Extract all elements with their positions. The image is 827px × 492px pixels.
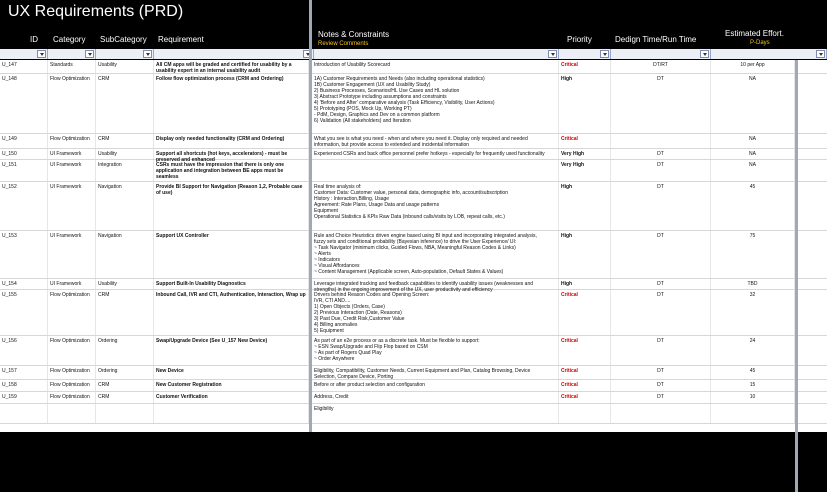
- header-notes[interactable]: Notes & Constraints Review Comments: [314, 28, 559, 48]
- cell-id[interactable]: U_152: [0, 182, 48, 230]
- cell-id[interactable]: U_150: [0, 149, 48, 159]
- cell-category[interactable]: UI Framework: [48, 279, 96, 289]
- cell-notes[interactable]: [312, 134, 559, 148]
- cell-category[interactable]: UI Framework: [48, 160, 96, 181]
- requirements-table: [0, 60, 827, 432]
- cell-requirement[interactable]: Display only needed functionality (CRM and Ordering): [154, 134, 309, 148]
- note-line: Drivers behind Reason Codes and Opening Screen:: [314, 292, 430, 298]
- cell-design-time[interactable]: DT: [611, 290, 711, 335]
- cell-priority[interactable]: High: [559, 279, 611, 289]
- cell-design-time[interactable]: DT: [611, 74, 711, 133]
- cell-priority[interactable]: Critical: [559, 366, 611, 379]
- note-line: Eligibility, Compatibility, Customer Needs, Current Equipment and Plan, Catalog Browsing, Device: [314, 368, 531, 374]
- note-line: 2) Business Processes, Scenarios/HL Use Cases and HL solution: [314, 88, 460, 94]
- cell-subcategory[interactable]: CRM: [96, 290, 154, 335]
- note-line: IVR, CTI AND....: [314, 298, 351, 304]
- cell-effort[interactable]: NA: [711, 160, 795, 181]
- cell-category[interactable]: Flow Optimization: [48, 366, 96, 379]
- cell-design-time[interactable]: DT: [611, 380, 711, 391]
- filter-dropdown-icon[interactable]: [548, 50, 557, 58]
- cell-design-time[interactable]: [611, 134, 711, 148]
- table-row[interactable]: [0, 392, 827, 404]
- cell-id[interactable]: U_151: [0, 160, 48, 181]
- table-row[interactable]: [0, 336, 827, 366]
- filter-effort[interactable]: [711, 49, 827, 59]
- cell-requirement[interactable]: Support Built-In Usability Diagnostics: [154, 279, 309, 289]
- filter-design-time[interactable]: [611, 49, 711, 59]
- note-line: 3) Abstract Prototype including assumptions and constraints: [314, 94, 447, 100]
- filter-subcategory[interactable]: [96, 49, 154, 59]
- filter-dropdown-icon[interactable]: [85, 50, 94, 58]
- cell-category[interactable]: Flow Optimization: [48, 134, 96, 148]
- note-line: 1A) Customer Requirements and Needs (also including operational statistics): [314, 76, 485, 82]
- note-line: fuzzy sets and conditional probability (Bayesian inference) to drive the User Experience/ UI:: [314, 239, 517, 245]
- cell-category[interactable]: Standards: [48, 60, 96, 73]
- cell-effort[interactable]: 10 per App: [711, 60, 795, 73]
- note-line: Customer Data: Customer value, personal data, demographic info, account/subscription: [314, 190, 508, 196]
- note-line: As part of an e2e process or as a discrete task. Must be flexible to support:: [314, 338, 480, 344]
- cell-priority[interactable]: High: [559, 182, 611, 230]
- table-row[interactable]: [0, 160, 827, 182]
- note-line: ~ As part of Rogers Quad Play: [314, 350, 382, 356]
- cell-requirement[interactable]: Provide BI Support for Navigation (Reason 1,2, Probable case of use): [154, 182, 309, 230]
- cell-subcategory[interactable]: Usability: [96, 60, 154, 73]
- note-line: Rule and Choice Heuristics driven engine based using BI input and incorporating integrated analysis,: [314, 233, 537, 239]
- cell-subcategory[interactable]: Ordering: [96, 336, 154, 365]
- note-line: strengths) in the ongoing improvement of the UX, user productivity and efficiency: [314, 287, 493, 293]
- cell-design-time[interactable]: DT: [611, 182, 711, 230]
- cell-category[interactable]: UI Framework: [48, 182, 96, 230]
- cell-priority[interactable]: Very High: [559, 160, 611, 181]
- cell-category[interactable]: Flow Optimization: [48, 392, 96, 403]
- cell-category[interactable]: UI Framework: [48, 149, 96, 159]
- cell-effort[interactable]: 10: [711, 392, 795, 403]
- cell-requirement[interactable]: New Device: [154, 366, 309, 379]
- cell-design-time[interactable]: DT: [611, 231, 711, 278]
- cell-design-time[interactable]: DT: [611, 336, 711, 365]
- note-line: History : Interaction,Billing, Usage: [314, 196, 390, 202]
- cell-notes[interactable]: [312, 149, 559, 159]
- note-line: Equipment: [314, 208, 338, 214]
- cell-design-time[interactable]: DT: [611, 160, 711, 181]
- cell-category[interactable]: [48, 404, 96, 423]
- note-line: 5) Prototyping (POS, Mock Up, Working PT): [314, 106, 412, 112]
- note-line: information, but provide access to extended and incidental information: [314, 142, 470, 148]
- table-row[interactable]: [0, 231, 827, 279]
- note-line: ~ Task Navigator (minimum clicks, Guided Flows, NBA, Meaningful Reason Codes & Links): [314, 245, 516, 251]
- filter-dropdown-icon[interactable]: [816, 50, 825, 58]
- note-line: Leverage integrated tracking and feedback capabilities to identify usability issues (weaknesses and: [314, 281, 534, 287]
- filter-requirement[interactable]: [154, 49, 314, 59]
- table-row[interactable]: [0, 279, 827, 293]
- cell-category[interactable]: Flow Optimization: [48, 336, 96, 365]
- header-notes-sub: Review Comments: [318, 41, 369, 47]
- note-line: Introduction of Usability Scorecard: [314, 62, 391, 68]
- header-priority[interactable]: Priority: [559, 28, 611, 48]
- table-row[interactable]: [0, 134, 827, 149]
- cell-requirement[interactable]: Customer Verification: [154, 392, 309, 403]
- cell-priority[interactable]: Critical: [559, 134, 611, 148]
- cell-id[interactable]: U_153: [0, 231, 48, 278]
- cell-category[interactable]: Flow Optimization: [48, 74, 96, 133]
- cell-subcategory[interactable]: Usability: [96, 149, 154, 159]
- cell-effort[interactable]: NA: [711, 74, 795, 133]
- filter-dropdown-icon[interactable]: [37, 50, 46, 58]
- filter-dropdown-icon[interactable]: [600, 50, 609, 58]
- title-bar: [0, 0, 827, 28]
- cell-requirement[interactable]: Support UX Controller: [154, 231, 309, 278]
- cell-notes[interactable]: [312, 366, 559, 379]
- cell-id[interactable]: U_158: [0, 380, 48, 391]
- note-line: ~ Content Management (Applicable screen, Auto-population, Default States & Values): [314, 269, 504, 275]
- note-line: ~ Alerts: [314, 251, 331, 257]
- note-line: Before or after product selection and configuration: [314, 382, 425, 388]
- cell-subcategory[interactable]: CRM: [96, 74, 154, 133]
- note-line: 1B) Customer Engagement (UX and Usability Study): [314, 82, 431, 88]
- cell-effort[interactable]: NA: [711, 134, 795, 148]
- cell-notes[interactable]: [312, 336, 559, 365]
- cell-notes[interactable]: [312, 74, 559, 133]
- cell-notes[interactable]: [312, 392, 559, 403]
- note-line: Selection, Compare Device, Porting: [314, 374, 394, 380]
- cell-effort[interactable]: 24: [711, 336, 795, 365]
- table-row[interactable]: [0, 380, 827, 392]
- cell-requirement[interactable]: Swap/Upgrade Device (See U_157 New Device): [154, 336, 309, 365]
- cell-id[interactable]: U_149: [0, 134, 48, 148]
- cell-notes[interactable]: [312, 279, 559, 293]
- cell-subcategory[interactable]: CRM: [96, 134, 154, 148]
- cell-notes[interactable]: [312, 60, 559, 73]
- table-row[interactable]: [0, 182, 827, 231]
- cell-design-time[interactable]: DT/RT: [611, 60, 711, 73]
- cell-requirement[interactable]: [154, 404, 309, 423]
- filter-id[interactable]: [0, 49, 48, 59]
- cell-requirement[interactable]: CSRs must have the impression that there is only one application and integration between BE apps must be seamless: [154, 160, 309, 181]
- cell-subcategory[interactable]: Usability: [96, 279, 154, 289]
- scroll-divider: [795, 60, 798, 492]
- cell-subcategory[interactable]: Integration: [96, 160, 154, 181]
- cell-priority[interactable]: High: [559, 231, 611, 278]
- frozen-pane-divider: [309, 0, 312, 432]
- filter-category[interactable]: [48, 49, 96, 59]
- sheet-title: UX Requirements (PRD): [8, 3, 184, 20]
- note-line: 5) Equipment: [314, 328, 344, 334]
- cell-id[interactable]: U_147: [0, 60, 48, 73]
- cell-priority[interactable]: Critical: [559, 290, 611, 335]
- table-row[interactable]: [0, 290, 827, 336]
- cell-priority[interactable]: Very High: [559, 149, 611, 159]
- note-line: 2) Previous Interaction (Date, Reasons): [314, 310, 402, 316]
- note-line: Experienced CSRs and back office personnel prefer hotkeys - especially for frequently used functionality: [314, 151, 545, 157]
- note-line: ~ Visual Affordances: [314, 263, 360, 269]
- cell-id[interactable]: U_155: [0, 290, 48, 335]
- cell-id[interactable]: U_157: [0, 366, 48, 379]
- cell-notes[interactable]: [312, 380, 559, 391]
- cell-notes[interactable]: [312, 160, 559, 181]
- filter-notes[interactable]: [314, 49, 559, 59]
- note-line: Operational Statistics & KPIs Raw Data (inbound calls/visits by LOB, repeat calls, etc.): [314, 214, 505, 220]
- cell-subcategory[interactable]: Navigation: [96, 231, 154, 278]
- cell-effort[interactable]: 75: [711, 231, 795, 278]
- cell-design-time[interactable]: [611, 404, 711, 423]
- filter-priority[interactable]: [559, 49, 611, 59]
- cell-requirement[interactable]: Inbound Call, IVR and CTI, Authentication, Interaction, Wrap up: [154, 290, 309, 335]
- cell-effort[interactable]: [711, 404, 795, 423]
- note-line: ~ ESN Swap/Upgrade and Flip Flop based on CSM: [314, 344, 428, 350]
- header-id[interactable]: ID: [0, 28, 48, 48]
- cell-priority[interactable]: High: [559, 74, 611, 133]
- cell-priority[interactable]: [559, 404, 611, 423]
- cell-id[interactable]: U_159: [0, 392, 48, 403]
- cell-id[interactable]: U_156: [0, 336, 48, 365]
- note-line: Agreement: Rate Plans, Usage Data and usage patterns: [314, 202, 440, 208]
- cell-design-time[interactable]: DT: [611, 149, 711, 159]
- note-line: 4) 'Before and After' comparative analysis (Task Efficiency, Visibility, User Actions): [314, 100, 495, 106]
- cell-design-time[interactable]: DT: [611, 279, 711, 289]
- note-line: 6) Validation (All stakeholders) and Iteration: [314, 118, 411, 124]
- cell-effort[interactable]: NA: [711, 149, 795, 159]
- table-row[interactable]: [0, 366, 827, 380]
- cell-requirement[interactable]: Support all shortcuts (hot keys, accelerators) - must be preserved and enhanced: [154, 149, 309, 159]
- cell-priority[interactable]: Critical: [559, 392, 611, 403]
- header-subcategory[interactable]: SubCategory: [96, 28, 154, 48]
- cell-effort[interactable]: 45: [711, 366, 795, 379]
- cell-id[interactable]: U_154: [0, 279, 48, 289]
- cell-subcategory[interactable]: Ordering: [96, 366, 154, 379]
- note-line: Eligibility: [314, 406, 334, 412]
- header-effort[interactable]: Estimated Effort. P-Days: [711, 28, 827, 48]
- note-line: 4) Billing anomalies: [314, 322, 358, 328]
- cell-category[interactable]: UI Framework: [48, 231, 96, 278]
- header-category[interactable]: Category: [48, 28, 96, 48]
- cell-subcategory[interactable]: CRM: [96, 380, 154, 391]
- cell-effort[interactable]: 15: [711, 380, 795, 391]
- cell-notes[interactable]: [312, 290, 559, 335]
- cell-subcategory[interactable]: Navigation: [96, 182, 154, 230]
- cell-notes[interactable]: [312, 231, 559, 278]
- cell-category[interactable]: Flow Optimization: [48, 290, 96, 335]
- cell-effort[interactable]: TBD: [711, 279, 795, 289]
- table-row[interactable]: [0, 404, 827, 424]
- cell-requirement[interactable]: All CM apps will be graded and certified for usability by a usability expert in an internal usability audit: [154, 60, 309, 73]
- cell-priority[interactable]: Critical: [559, 336, 611, 365]
- cell-notes[interactable]: [312, 404, 559, 423]
- table-row[interactable]: [0, 60, 827, 74]
- header-requirement[interactable]: Requirement: [154, 28, 314, 48]
- note-line: ~ Indicators: [314, 257, 340, 263]
- note-line: - PdM, Design, Graphics and Dev on a common platform: [314, 112, 440, 118]
- cell-subcategory[interactable]: [96, 404, 154, 423]
- cell-subcategory[interactable]: CRM: [96, 392, 154, 403]
- cell-design-time[interactable]: DT: [611, 366, 711, 379]
- cell-requirement[interactable]: Follow flow optimization process (CRM and Ordering): [154, 74, 309, 133]
- table-row[interactable]: [0, 149, 827, 163]
- cell-effort[interactable]: 32: [711, 290, 795, 335]
- cell-id[interactable]: [0, 404, 48, 423]
- note-line: What you see is what you need - when and where you need it. Display only required and needed: [314, 136, 528, 142]
- table-row[interactable]: [0, 74, 827, 134]
- note-line: ~ Order Anywhere: [314, 356, 355, 362]
- cell-design-time[interactable]: DT: [611, 392, 711, 403]
- cell-priority[interactable]: Critical: [559, 380, 611, 391]
- note-line: Real time analysis of:: [314, 184, 362, 190]
- cell-id[interactable]: U_148: [0, 74, 48, 133]
- header-design-time[interactable]: Dedign Time/Run Time: [611, 28, 711, 48]
- cell-requirement[interactable]: New Customer Registration: [154, 380, 309, 391]
- note-line: 1) Open Objects (Orders, Case): [314, 304, 385, 310]
- filter-dropdown-icon[interactable]: [143, 50, 152, 58]
- cell-effort[interactable]: 45: [711, 182, 795, 230]
- note-line: 3) Past Due, Credit Risk,Customer Value: [314, 316, 405, 322]
- filter-dropdown-icon[interactable]: [700, 50, 709, 58]
- note-line: Address, Credit: [314, 394, 349, 400]
- cell-category[interactable]: Flow Optimization: [48, 380, 96, 391]
- header-effort-sub: P-Days: [750, 40, 770, 46]
- cell-notes[interactable]: [312, 182, 559, 230]
- cell-priority[interactable]: Critical: [559, 60, 611, 73]
